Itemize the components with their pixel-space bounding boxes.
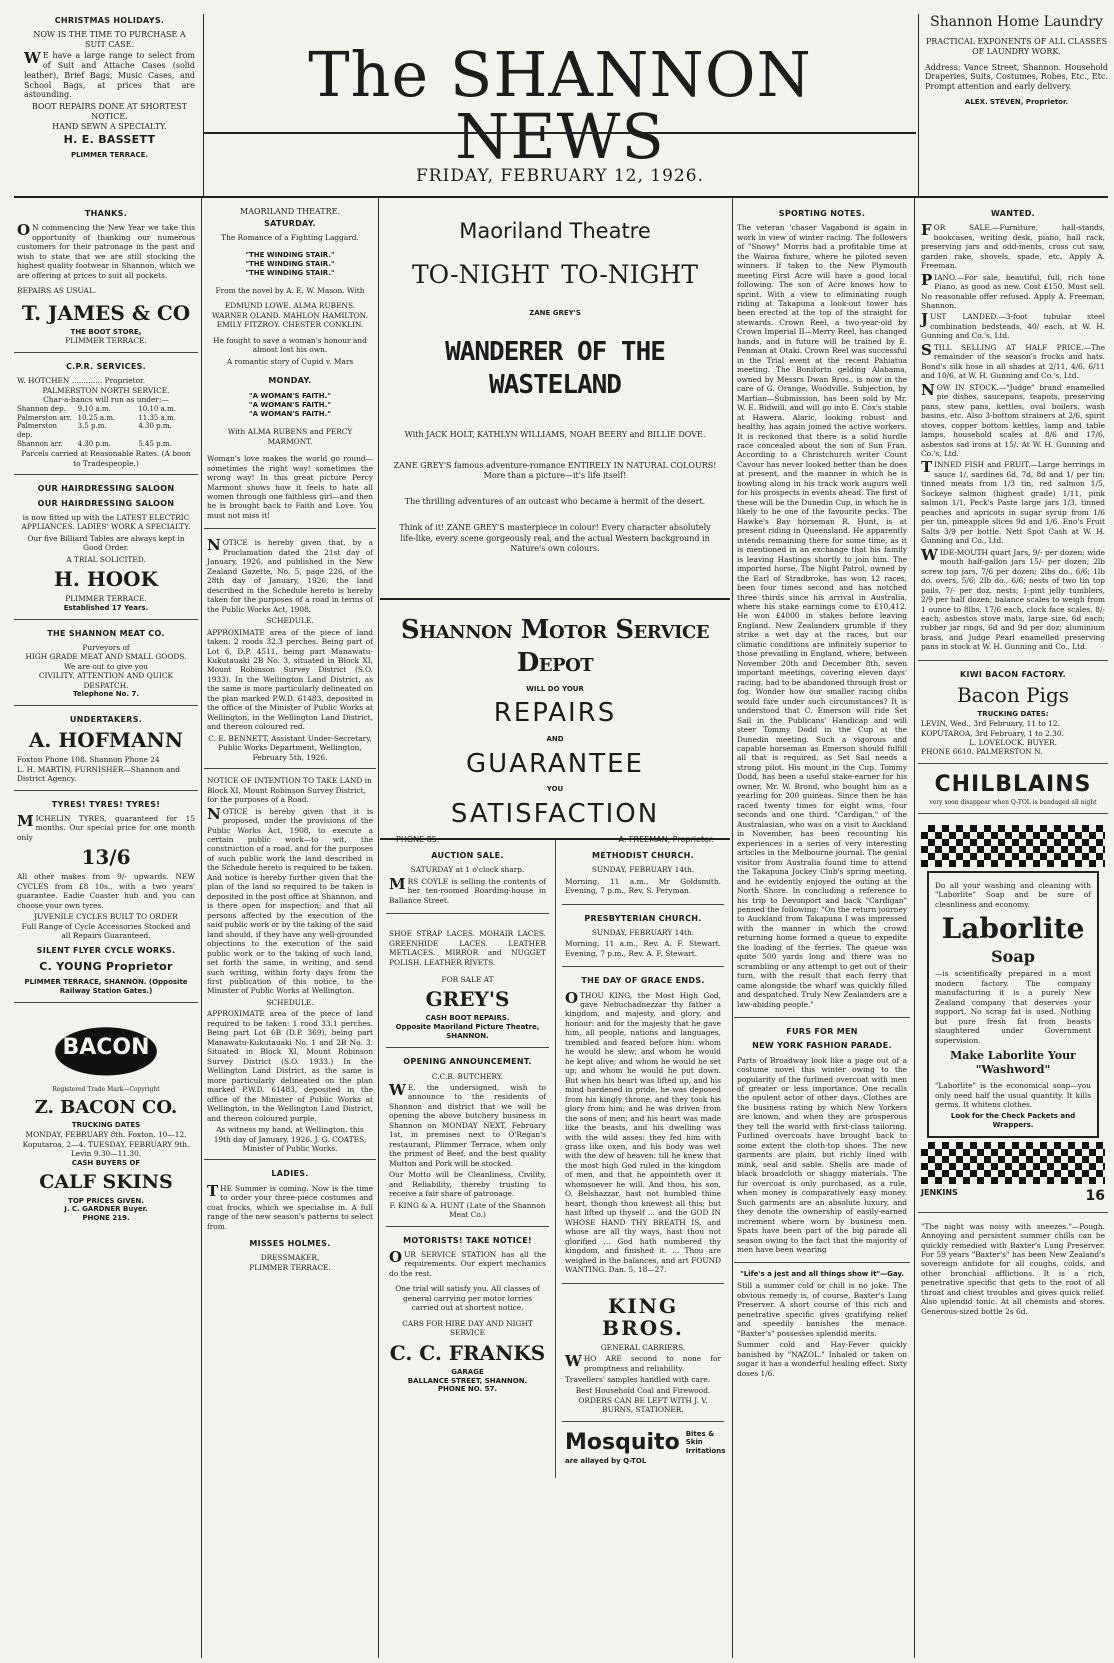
ad-heading: "Life's a jest and all things show it"—Gay. bbox=[740, 1270, 904, 1279]
timetable-cell: 4.30 p.m. bbox=[138, 422, 172, 431]
ad-line: Purveyors of bbox=[82, 642, 130, 652]
ad-body: WE, the undersigned, wish to announce to the residents of Shannon and district that we will be opening the above butchery business in Shannon on MONDAY NEXT, February 1st, in premises next to O'Regan's restaurant, Plimmer Terrace, when only the primest of Beef, and the best quality Mutton and Pork will be stocked. bbox=[389, 1081, 546, 1168]
ad-line: SATURDAY at 1 o'clock sharp. bbox=[410, 865, 525, 875]
section-heading: WANTED. bbox=[990, 209, 1036, 218]
notice-signature: C. E. BENNETT, Assistant Under-Secretary. Public Works Department, Wellington, February 5th, 1926. bbox=[208, 733, 372, 762]
tyres-ad bbox=[14, 793, 198, 1003]
ad-line: REPAIRS AS USUAL. bbox=[17, 286, 97, 296]
ad-heading: OUR HAIRDRESSING SALOON bbox=[37, 484, 175, 494]
ad-line: J. C. GARDNER Buyer. bbox=[64, 1205, 148, 1214]
ad-line: A TRIAL SOLICITED. bbox=[66, 554, 146, 564]
ad-line: are allayed by Q-TOL bbox=[565, 1457, 647, 1466]
cast-list: EDMUND LOWE. ALMA RUBENS. WARNER OLAND. MAHLON HAMILTON. EMILY FITZROY. CHESTER CONKLIN. bbox=[211, 301, 369, 330]
film-title: "A WOMAN'S FAITH." bbox=[249, 410, 331, 419]
ad-phone: PHONE 219. bbox=[82, 1214, 130, 1223]
ad-body: OUR SERVICE STATION has all the requirements. Our expert mechanics do the rest. bbox=[389, 1247, 546, 1278]
notice-body: APPROXIMATE area of the piece of land taken: 2 roods 32.3 perches. Being part of Lot 6, D.P. 4511, being part Manawatu-Kukutauaki 2B No. 3, situated in Block XI, Mount Robinson Survey District (S.O. 1933). In the Wellington Land District, as the same is more particularly delineated on the plan marked P.W.D. 61483, deposited in the office of the Minister of Public Works at Wellington, in the Wellington Land District, and thereon coloured red. bbox=[207, 627, 373, 732]
ad-proprietor: ALEX. STEVEN, Proprietor. bbox=[964, 97, 1069, 106]
ad-body: Do all your washing and cleaning with "Laborlite" Soap and be sure of cleanliness and economy. bbox=[935, 880, 1091, 909]
ad-line: ORDERS CAN BE LEFT WITH J. V. BURNS, STATIONER. bbox=[578, 1395, 708, 1415]
ad-address: Opposite Maoriland Picture Theatre, SHANNON. bbox=[395, 1023, 540, 1041]
ad-big-line: Bacon Pigs bbox=[956, 683, 1070, 708]
ad-line: GARAGE bbox=[451, 1367, 484, 1376]
presbyterian-notice bbox=[562, 907, 724, 968]
ad-line: Bites & Skin Irritations bbox=[685, 1429, 726, 1456]
author-line: ZANE GREY'S bbox=[529, 308, 581, 317]
timetable-cell: 3.5 p.m. bbox=[77, 422, 107, 431]
laborlite-ad bbox=[918, 816, 1108, 1213]
column-4 bbox=[734, 202, 910, 1657]
notice-body: APPROXIMATE area of the piece of land required to be taken: 1 rood 33.1 perches. Being part Lot 6B (D.P. 369), being part Manawatu-Kukutauaki No. 1 and 2B No. 3. Situated in Block XI, Mount Robinson Survey District (S.O. 1933.) In the Wellington Land District, as the same is more particularly delineated on the plan marked P.W.D. 61483, deposited in the office of the Minister of Public Works at Wellington, in the Wellington Land District, and thereon coloured purple. bbox=[207, 1009, 373, 1123]
baxter-sneeze-ad bbox=[918, 1215, 1108, 1325]
ad-line: CIVILITY, ATTENTION AND QUICK DESPATCH. bbox=[38, 671, 174, 690]
film-title: "THE WINDING STAIR." bbox=[245, 250, 335, 259]
ad-line: Best Household Coal and Firewood. bbox=[575, 1386, 711, 1396]
baxter-ad bbox=[734, 1265, 910, 1386]
ladies-ad bbox=[204, 1162, 376, 1278]
film-title: WANDERER OF THE WASTELAND bbox=[445, 336, 665, 401]
split-section bbox=[380, 840, 730, 1478]
ad-line: From the novel by A. E. W. Mason. With bbox=[215, 285, 365, 295]
ad-heading: MOTORISTS! TAKE NOTICE! bbox=[403, 1235, 532, 1245]
notice-body: NOTICE is hereby given that it is proposed, under the provisions of the Public Works Act, 1908, to execute a certain public work—to wit, the construction of a road, and for the purposes of such public work the land described in the Schedule hereto is required to be taken. And notice is hereby further given that the plan of the land so required to be taken is deposited in the post office at Shannon, and is there open for inspection; and that all persons affected by the execution of the said public work or by the taking of the said land should, if they have any well-grounded objections to the execution of the said public work or to the taking of such land, set forth the same, in writing, and send such writing, within forty days from the first publication of this notice, to the Minister of Public Works at Wellington. bbox=[207, 804, 373, 996]
ad-line: NOW IS THE TIME TO PURCHASE A SUIT CASE. bbox=[33, 29, 186, 49]
article-body: Parts of Broadway look like a page out of a costume novel this winter owing to the popularity of the furlined overcoat with men of greater or less importance. One recalls the opulent actor of other days. Clothes are the business rating by which New Yorkers are known, and when they are prosperous they tell the world with first-class tailoring. Furlined overcoats have brought back to some extent the cloth-top shoes. The new garments are plain, but richly lined with mink, seal and sable. Shells are made of black broadcloth or shaggy materials. The fur overcoat is only purchased, as a rule, when money is comparatively easy money. Such garments are an absolute luxury, and they denote the ownership of easily-earned increment where worn by business men. Spats have been part of the big parade all season owing to the fact that the majority of men have been wearing bbox=[737, 1055, 907, 1254]
ad-body: Address: Vance Street, Shannon. Household Draperies, Suits, Costumes, Robes, Etc., Etc. Prompt attention and early delivery. bbox=[925, 62, 1108, 92]
ad-heading: LADIES. bbox=[271, 1169, 309, 1179]
ad-line: LEVIN, Wed., 3rd February, 11 to 12. KOPUTAROA, 3rd February, 1 to 2.30. bbox=[921, 719, 1064, 738]
ad-big-line: SATISFACTION bbox=[450, 798, 660, 829]
thanks-ad bbox=[14, 202, 198, 353]
ad-body: ON commencing the New Year we take this opportunity of thanking our numerous customers for their patronage in the past and wish to state that we are still stocking the highest quality footwear in Shannon, which we are offering at prices to suit all pockets. bbox=[17, 221, 195, 280]
ad-line: TRUCKING DATES: bbox=[977, 710, 1049, 719]
ad-body: WHO ARE second to none for promptness and reliability. bbox=[565, 1352, 721, 1373]
ad-heading: OPENING ANNOUNCEMENT. bbox=[403, 1057, 532, 1067]
ad-body: Still a summer cold or chill is no joke. The obvious remedy is, of course, Baxter's Lung Preserver. A short course of this rich and penetrative specific gives gratifying relief and speedily banishes the menace. "Baxter's" possesses splendid merits. bbox=[737, 1281, 907, 1338]
ad-number: 16 bbox=[1085, 1187, 1105, 1204]
ad-body: Summer cold and Hay-Fever quickly banished by "NAZOL." Inhaled or taken on sugar it has a wonderful healing effect. Sixty doses 1/6. bbox=[737, 1340, 907, 1378]
ad-name: Z. BACON CO. bbox=[34, 1096, 178, 1118]
ad-body: "Laborlite" is the economical soap—you only need half the usual quantity. It kills germs. It whitens clothes. bbox=[935, 1081, 1091, 1110]
timetable-cell: Palmerston dep. bbox=[17, 422, 58, 440]
chilblains-ad bbox=[918, 766, 1108, 814]
ad-line: JUVENILE CYCLES BUILT TO ORDER bbox=[34, 912, 178, 922]
ad-line: YOU bbox=[546, 784, 564, 793]
ad-heading: KIWI BACON FACTORY. bbox=[959, 669, 1066, 679]
column-rule bbox=[378, 198, 379, 1658]
tonight-label: TO-NIGHT bbox=[412, 259, 549, 289]
hairdressing-ad bbox=[14, 477, 198, 619]
right-subcolumn bbox=[555, 840, 730, 1478]
ad-address: PLIMMER TERRACE, SHANNON. (Opposite Railway Station Gates.) bbox=[24, 977, 188, 995]
ad-name: C. YOUNG Proprietor bbox=[39, 959, 173, 973]
sporting-notes bbox=[734, 202, 910, 1018]
ad-footer bbox=[921, 1188, 1105, 1206]
ad-price: 13/6 bbox=[81, 845, 131, 870]
cast-list: With ALMA RUBENS and PERCY MARMONT. bbox=[227, 427, 353, 446]
ad-title: Maoriland Theatre bbox=[459, 219, 651, 243]
ad-subtitle: Soap bbox=[991, 946, 1035, 966]
auction-ad bbox=[386, 844, 549, 914]
advertiser-name: JENKINS bbox=[921, 1187, 958, 1197]
motor-service-ad bbox=[380, 600, 730, 845]
ad-line: A romantic story of Cupid v. Mars bbox=[226, 356, 354, 366]
ad-line: C.C.B. BUTCHERY. bbox=[431, 1071, 504, 1081]
ad-line: BOOT REPAIRS DONE AT SHORTEST NOTICE. bbox=[32, 102, 187, 121]
ad-line: The Romance of a Fighting Laggard. bbox=[221, 233, 359, 243]
ad-name: MISSES HOLMES. bbox=[249, 1239, 331, 1249]
timetable-cell: 5.45 p.m. bbox=[138, 440, 172, 449]
ad-body: Woman's love makes the world go round—sometimes the right way! sometimes the wrong way! In this great picture Percy Marmont shows how it feels to hate all women through one faithless girl—and then he is brought back to Faith and Love. You must not miss it! bbox=[207, 454, 373, 520]
ad-big-line: REPAIRS bbox=[493, 698, 617, 729]
ad-address: PLIMMER TERRACE. bbox=[70, 150, 149, 159]
ad-slogan: Make Laborlite Your "Washword" bbox=[950, 1049, 1076, 1077]
furs-article bbox=[734, 1020, 910, 1263]
kiwi-bacon-ad bbox=[918, 663, 1108, 764]
ad-heading: THE SHANNON MEAT CO. bbox=[47, 628, 165, 638]
ad-big-line: GUARANTEE bbox=[466, 748, 644, 779]
ad-heading: TYRES! TYRES! TYRES! bbox=[51, 799, 161, 809]
meat-co-ad bbox=[14, 622, 198, 707]
classified-item: JUST LANDED.—3-foot tubular steel combination bedsteads, 40/ each, at W. H. Gunning and Co.'s, Ltd. bbox=[921, 310, 1105, 341]
ad-line: MONDAY, FEBRUARY 8th. Foxton, 10—12. Koputaroa, 2—4. TUESDAY, FEBRUARY 9th. Levin 9.30—11.30. bbox=[22, 1130, 190, 1159]
ad-line: PRACTICAL EXPONENTS OF ALL CLASSES OF LAUNDRY WORK. bbox=[925, 37, 1108, 56]
notice-heading: SCHEDULE. bbox=[266, 616, 314, 626]
timetable-cell: 9.10 a.m. bbox=[77, 404, 111, 413]
timetable-cell: Palmerston arr. bbox=[17, 413, 72, 422]
ad-body: All other makes from 9/- upwards. NEW CYCLES from £8 10s., with a two years' guarantee. Eadie Coaster hub and you can choose your own tyres. bbox=[17, 872, 195, 910]
ad-body: THE Summer is coming. Now is the time to order your three-piece costumes and coat frocks, which we specialise in. A full range of the new season's patterns to select from. bbox=[207, 1181, 373, 1231]
film-title: "THE WINDING STAIR." bbox=[245, 268, 335, 277]
film-title: "THE WINDING STAIR." bbox=[245, 259, 335, 268]
butchery-ad bbox=[386, 1050, 549, 1226]
ad-body: He fought to save a woman's honour and almost lost his own. bbox=[213, 335, 367, 355]
ad-title: Laborlite bbox=[941, 912, 1085, 946]
ad-line: SUNDAY, FEBRUARY 14th. bbox=[591, 927, 695, 937]
tonight-banner bbox=[412, 259, 698, 291]
film-title: "A WOMAN'S FAITH." bbox=[249, 401, 331, 410]
ad-heading: OUR HAIRDRESSING SALOON bbox=[37, 498, 175, 508]
undertakers-ad bbox=[14, 708, 198, 791]
ad-list: SHOE STRAP LACES. MOHAIR LACES. GREENHIDE LACES. LEATHER METLACES. MIRROR and NUGGET POLISH. LEATHER RIVETS. bbox=[389, 929, 546, 967]
ad-name: KING BROS. bbox=[602, 1293, 684, 1340]
divider bbox=[204, 132, 916, 134]
ad-big-line: CALF SKINS bbox=[39, 1170, 173, 1193]
ad-phone: PHONE 6610. PALMERSTON N. bbox=[921, 747, 1043, 757]
ad-body: —is scientifically prepared in a most modern factory. The company manufacturing it is a purely New Zealand company that deserves your support. No scrap fat is used. Nothing but pure fresh fat from beasts slaughtered under Government supervision. bbox=[935, 969, 1091, 1045]
ad-heading: SILENT FLYER CYCLE WORKS. bbox=[36, 945, 176, 955]
timetable-cell: 4.30 p.m. bbox=[77, 440, 112, 449]
ad-line: CASH BUYERS OF bbox=[71, 1158, 141, 1167]
classified-item: WIDE-MOUTH quart Jars, 9/- per dozen; wide mouth half-gallon jars 15/- per dozen; 2lb screw top jars, 7/6 per dozen; 2lbs do., 6/6; 1lb do. overs, 5/6; 2lb do., 6/6; nests of two tin top pails, 7/- per doz. nests; 1-pint jelly tumblers, 2/9 per half dozen; balance scales to weigh from 1 ounce to 8lbs, 17/6 each, clock face scales, 8/- each; asbestos stove mats, large size, 6d each; rubber jar rings, 6d and 9d per doz; aluminium brass, and Judge Pearl enamelled preserving pans in stock at W. H. Gunning and Co., Ltd. bbox=[921, 545, 1105, 652]
ad-name: GREY'S bbox=[425, 987, 510, 1012]
garage-ad bbox=[386, 1229, 549, 1401]
ad-line: TRUCKING DATES bbox=[71, 1121, 141, 1130]
section-subheading: NEW YORK FASHION PARADE. bbox=[752, 1041, 892, 1051]
ad-line: TOP PRICES GIVEN. bbox=[68, 1196, 144, 1205]
ad-heading: UNDERTAKERS. bbox=[69, 715, 143, 725]
maoriland-tonight-ad bbox=[380, 202, 730, 600]
laundry-ad bbox=[918, 14, 1108, 196]
ad-body: WE have a large range to select from of Suit and Attache Cases (solid leather), Brief Bags, Music Cases, and School Bags, at prices that are astounding. bbox=[24, 49, 195, 100]
ad-name: T. JAMES & CO bbox=[21, 300, 191, 325]
column-rule bbox=[914, 198, 915, 1658]
ad-title-row bbox=[565, 1429, 726, 1457]
ad-title: Mosquito bbox=[565, 1429, 680, 1455]
timetable bbox=[17, 405, 195, 450]
logo-text: BACON bbox=[62, 1034, 150, 1060]
ad-line: Char-a-bancs will run as under:— bbox=[43, 395, 169, 405]
methodist-notice bbox=[562, 844, 724, 905]
ad-line: Established 17 Years. bbox=[63, 603, 149, 612]
ad-line: CASH BOOT REPAIRS. bbox=[425, 1014, 510, 1023]
ad-line: Full Range of Cycle Accessories Stocked and all Repairs Guaranteed. bbox=[21, 921, 191, 941]
checker-border bbox=[921, 1142, 1105, 1184]
classified-item: FOR SALE.—Furniture, hall-stands, bookcases, writing desk, piano, hall rack, preserving jars and odd-ments, cross cut saw, garden rake, shovels, spade, etc. Apply A. Freeman. bbox=[921, 221, 1105, 271]
ad-phone: PHONE 85. bbox=[396, 835, 440, 845]
ad-body: is now fitted up with the LATEST ELECTRIC APPLIANCES. LADIES' WORK A SPECIALTY. bbox=[21, 512, 191, 532]
cpr-services-ad bbox=[14, 355, 198, 475]
ad-title: Shannon Motor Service Depot bbox=[400, 615, 710, 679]
ad-line: THE BOOT STORE, bbox=[70, 327, 142, 336]
ad-line: AND bbox=[546, 734, 564, 743]
timetable-cell: 10.25 a.m. bbox=[77, 413, 116, 422]
public-works-notice bbox=[204, 531, 376, 769]
column-5 bbox=[918, 202, 1108, 1657]
checker-border bbox=[921, 825, 1105, 867]
ad-name: H. E. BASSETT bbox=[63, 133, 156, 147]
classified-item: NOW IN STOCK.—"Judge" brand enamelled pie dishes, saucepans, teapots, preserving pans, stew pans, kettles, oval boilers, wash basins, etc. Also 3-bottom strainers at 2/6, spirit stoves, copper bottom kettles, lamp and table lamps, household scales at 8/6 and 17/6, asbestos sad irons at 15/. At W. H. Gunning and Co.'s, Ltd. bbox=[921, 380, 1105, 459]
ad-address: PLIMMER TERRACE. bbox=[65, 336, 147, 346]
greys-ad bbox=[386, 916, 549, 1048]
ad-body: Our Motto will be Cleanliness, Civility, and Reliability, thereby trusting to receive a fair share of patronage. bbox=[389, 1170, 546, 1199]
ad-phone: PHONE NO. 57. bbox=[437, 1385, 498, 1394]
ad-line: Foxton Phone 108. Shannon Phone 24 bbox=[17, 755, 160, 765]
king-bros-ad bbox=[562, 1286, 724, 1422]
cast-list: With JACK HOLT, KATHLYN WILLIAMS, NOAH BEERY and BILLIE DOVE. bbox=[404, 430, 706, 440]
ad-line: HIGH GRADE MEAT AND SMALL GOODS. bbox=[25, 652, 187, 662]
classified-item: PIANO.—For sale, beautiful, full, rich tone Piano, as good as new. Cost £150. Must sell. No reasonable offer refused. Apply A. Freeman, Shannon. bbox=[921, 270, 1105, 310]
tonight-label: TO-NIGHT bbox=[561, 259, 698, 289]
ad-line: HAND SEWN A SPECIALTY. bbox=[52, 121, 167, 131]
ad-address: BALLANCE STREET, SHANNON. bbox=[407, 1376, 528, 1385]
classified-item: STILL SELLING AT HALF PRICE.—The remainder of the season's frocks and hats. Bond's silk hose in all shades at 2/11, 4/6, 6/11 and 10/6, at W. H. Gunning and Co.'s, Ltd. bbox=[921, 340, 1105, 381]
timetable-cell: 10.10 a.m. bbox=[138, 404, 176, 413]
timetable-cell: 11.35 a.m. bbox=[138, 413, 176, 422]
ad-body: Morning, 11 a.m., Mr Goldsmith. Evening, 7 p.m., Rev. S. Peryman. bbox=[565, 876, 721, 896]
ad-heading: AUCTION SALE. bbox=[431, 851, 504, 860]
ad-name: A. HOFMANN bbox=[28, 728, 184, 753]
ad-body: One trial will satisfy you. All classes of general carrying per motor lorries carried out at shortest notice. bbox=[395, 1284, 540, 1313]
ad-line: PALMERSTON NORTH SERVICE. bbox=[42, 385, 170, 395]
intention-notice bbox=[204, 771, 376, 1160]
ad-title: CHILBLAINS bbox=[934, 771, 1092, 797]
ad-body: OTHOU KING, the Most High God, gave Nebuchadnezzar thy father a kingdom, and majesty, and glory, and honour: and for the majesty that he gave him, all people, nations and languages, trembled and feared before him: whom he would he slew; and whom he would he kept alive; and whom he would he set up; and whom he would he put down. But when his heart was lifted up, and his mind hardened in pride, he was deposed from his kingly throne, and they took his glory from him; and he was driven from the sons of men; and his heart was made like the beasts, and his dwelling was with the wild asses: they fed him with grass like oxen, and his body was wet with the dew of heaven: till he knew that the most high God ruled in the kingdom of men, and that he appointeth over it whomsoever he will. And thou, his son, O, Belshazzar, hast not humbled thine heart, though thou knewest all this; but hast lifted up thyself ... and the GOD IN WHOSE HAND THY BREATH IS, and whose are all thy ways, hast thou not glorified ... God hath numbered thy kingdom, and finished it. ... Thou are weighed in the balances, and art FOUND WANTING. Dan. 5, 18—27. bbox=[565, 988, 721, 1275]
ad-line: very soon disappear when Q-TOL is bandaged all night bbox=[929, 799, 1097, 807]
ad-body: MRS COYLE is selling the contents of her ten-roomed Boarding-house in Ballance Street. bbox=[389, 874, 546, 905]
film-title: "A WOMAN'S FAITH." bbox=[249, 392, 331, 401]
ad-body: Think of it! ZANE GREY'S masterpiece in colour! Every character absolutely life-like, every scene gorgeously real, and the actual Western background in Nature's own colours. bbox=[399, 523, 711, 553]
ad-heading: THANKS. bbox=[84, 209, 128, 218]
ad-body: Our five Billiard Tables are always kept in Good Order. bbox=[27, 533, 185, 553]
scripture-notice bbox=[562, 969, 724, 1283]
ad-name: C. C. FRANKS bbox=[389, 1340, 546, 1365]
ad-title: Shannon Home Laundry bbox=[930, 14, 1103, 30]
ad-body: Morning, 11 a.m., Rev. A. F. Stewart. Evening, 7 p.m., Rev. A. F. Stewart. bbox=[565, 939, 721, 958]
ad-heading: THE DAY OF GRACE ENDS. bbox=[581, 976, 705, 986]
ad-heading: PRESBYTERIAN CHURCH. bbox=[584, 913, 702, 923]
section-heading: SPORTING NOTES. bbox=[778, 209, 866, 218]
ad-body: ZANE GREY'S famous adventure-romance ENTIRELY IN NATURAL COLOURS! More than a picture—it's life itself! bbox=[393, 460, 717, 480]
ad-heading: SATURDAY. bbox=[264, 219, 316, 229]
pig-logo-illustration bbox=[27, 1014, 185, 1082]
ad-line: Parcels carried at Reasonable Rates. (A boon to Tradespeople.) bbox=[21, 449, 191, 468]
ad-line: L. LOVELOCK. BUYER. bbox=[969, 737, 1057, 747]
column-1 bbox=[14, 202, 198, 1657]
maoriland-programme bbox=[204, 202, 376, 529]
ad-body: "The night was noisy with sneezes."—Pough. Annoying and persistent summer chills can be quickly remedied with Baxter's Lung Preserver. For 59 years "Baxter's" has been New Zealand's sovereign antidote for all coughs, colds, and other bronchial afflictions. It is a rich, penetrative specific that gets to the root of all throat and chest troubles and gives quick relief. Also splendid tonic. At all chemists and stores. Generous-sized bottle 2s 6d. bbox=[921, 1221, 1105, 1316]
ad-line: Registered Trade Mark—Copyright bbox=[52, 1085, 160, 1093]
ad-line: We are out to give you bbox=[63, 661, 149, 671]
ad-body: The thrilling adventures of an outcast who became a hermit of the desert. bbox=[404, 497, 706, 507]
notice-body: NOTICE is hereby given that, by a Proclamation dated the 21st day of January, 1926, and published in the New Zealand Gazette, No. 5, page 226, of the 28th day of January, 1926, the land described in the Schedule hereto is hereby taken for the purposes of a road in terms of the Public Works Act, 1908. bbox=[207, 536, 373, 614]
ad-line: SUNDAY, FEBRUARY 14th. bbox=[591, 865, 695, 875]
timetable-cell: Shannon arr. bbox=[17, 440, 63, 449]
ad-address: PLIMMER TERRACE. bbox=[65, 594, 147, 604]
column-rule bbox=[732, 198, 733, 1658]
section-heading: FURS FOR MEN bbox=[786, 1027, 858, 1037]
ad-signature: F. KING & A. HUNT (Late of the Shannon Meat Co.) bbox=[389, 1200, 546, 1220]
ad-line: Look for the Check Packets and Wrappers. bbox=[950, 1111, 1076, 1129]
article-body: The veteran 'chaser Vagabond is again in work in view of winter racing. The followers of "Snowy" Morris had a profitable time at the Wairoa fixture, where he piloted seven winners. If taken to the New Plymouth meeting First Acre will have a good local following. The son of Acre knows how to sprint. With a view to eliminating rough riding at Takapuna a look-out tower has been erected at the top of the straight for stewards. Crown Reel, a two-year-old by Crown Imperial II—Merry Reel, has changed hands, and in future will be trained by E. Penman at Otaki. Crown Reel was successful in the Trial event at the recent Pahiatua meeting. The Bonifortn gelding Alabama, owned by Messrs Dwan Bros., is now in the care of G. Orange, Woodville. Subjection, by Martian—Submission, has been sold by Mr. W. E. Bidwill, and will go into E. Cox's stable at Hawera. Alaric, looking robust and healthy, has again joined the active workers. It is reckoned that there is a solid hurdle race concealed about the son of Sun Fran. According to a Christchurch writer Count Cavour has never looked better than he does at present, and the manner in which he is bowling along in his track work augurs well for his prospects in events ahead. The first of these will be the Dunedin Cup, in which he is likely to be one of the favourite pecks. The Hawke's Bay horseman R. Hunt, is at present riding in Queensland. He apparently intends remaining there for some time, as it is mentioned in an exchange that his family is leaving Hastings shortly to join him. The imported horse, The Night Patrol, owned by the Earl of Stradbroke, has won 12 races, been four times second and has notched three thirds since his arrival in Australia, where his stake earnings come to £10,412. He won £4000 in stakes before leaving England. New Zealanders grumble if they strike a wet day at the races, but our climatic conditions are infinitely superior to those prevailing in England, where, between November 20th and December 8th, seven important meetings, covering eleven days' racing, had to be abandoned through frost or fog. Wonder how our smaller racing clubs would fare under such circumstances? It is understood that C. Emerson will ride Set Sail in the Publicans' Handicap and will steer Tommy Dodd in the Cup at the Dunedin meeting. Such a vigorous and capable horseman as Emerson should fulfill all that is required, as Set Sail needs a strong pilot. His mount in the Cup, Tommy Dodd, has been a useful stake-earner for his owner, Mr. W. Brond, who bought him as a yearling for 200 guineas. Since then he has raced twenty times for eight wins, four seconds and one third. "Cardigan," of the Australasian, who was on a visit to Auckland in November, has been recounting his experiences in a series of very interesting articles in the Melbourne journal. The genial visitor from Australia found time to attend the Takapuna Jockey Club's spring meeting, and he evidently enjoyed the outing at the North Shore. In concluding a reference to his trip to Devonport and back "Cardigan" penned the following: "On the return journey to Auckland from Takapuna I was impressed with the manner in which the crowd returning home formed a queue to expedite the loading of the ferries. The queue was quite 500 yards long and there was no scrambling or any attempt to get out of their turn, with the result that each ferry that came alongside the wharf was quickly filled and despatched. Truly New Zealanders are a law-abiding people." bbox=[737, 223, 908, 1009]
ad-line: FOR SALE AT bbox=[441, 974, 494, 984]
divider bbox=[14, 196, 1108, 198]
ad-line: CARS FOR HIRE DAY AND NIGHT SERVICE bbox=[402, 1318, 533, 1338]
bacon-co-ad bbox=[14, 1005, 198, 1230]
classified-item: TINNED FISH and FRUIT.—Large herrings in sauce 1/, sardines 6d, 7d, 8d and 1/ per tin; tinned meats from 1/3 tin, red salmon 1/5, Sockeye salmon (highest grade) 1/11, pink salmon 1/1, Peck's Paste large jars 1/3, tinned peaches and apricots in sugar syrup from 1/6 per tin, pineapple slices 9d and 1/6. Eno's Fruit Salts 3/9 per bottle. Nett Spot Cash at W. H. Gunning and Co., Ltd. bbox=[921, 458, 1105, 546]
column-2 bbox=[204, 202, 376, 1657]
ad-line: DRESSMAKER, bbox=[260, 1253, 320, 1263]
laborlite-panel bbox=[927, 871, 1099, 1138]
dateline: FRIDAY, FEBRUARY 12, 1926. bbox=[416, 166, 704, 186]
ad-heading: C.P.R. SERVICES. bbox=[66, 361, 146, 371]
newspaper-title: The SHANNON NEWS bbox=[308, 38, 812, 173]
ad-body: Travellers' samples handled with care. bbox=[565, 1374, 711, 1384]
left-subcolumn bbox=[380, 840, 555, 1478]
ad-name: H. HOOK bbox=[54, 567, 158, 592]
column-rule bbox=[201, 198, 202, 1658]
notice-signature: As witness my hand, at Wellington, this 19th day of January, 1926. J. G. COATES, Minister of Public Works. bbox=[213, 1125, 367, 1153]
column-3 bbox=[380, 202, 730, 1657]
ad-proprietor: A. FREEMAN, Proprietor. bbox=[618, 835, 714, 845]
ad-phone: Telephone No. 7. bbox=[72, 690, 139, 699]
ad-line: L. H. MARTIN, FURNISHER—Shannon and District Agency. bbox=[17, 764, 181, 784]
ad-heading: MAORILAND THEATRE. bbox=[240, 207, 340, 216]
ad-heading: CHRISTMAS HOLIDAYS. bbox=[54, 16, 165, 25]
ad-body: MICHELIN TYRES, guaranteed for 15 months. Our special price for one month only bbox=[17, 811, 195, 842]
ad-address: PLIMMER TERRACE. bbox=[249, 1262, 331, 1272]
ad-line: W. HOTCHEN ............. Proprietor. bbox=[17, 376, 146, 386]
ad-heading: METHODIST CHURCH. bbox=[592, 851, 694, 860]
ad-line: GENERAL CARRIERS. bbox=[600, 1342, 686, 1352]
classifieds bbox=[918, 202, 1108, 661]
suitcase-ad bbox=[24, 14, 204, 196]
notice-heading: NOTICE OF INTENTION TO TAKE LAND in Block XI, Mount Robinson Survey District, for the purposes of a Road. bbox=[207, 776, 372, 805]
ad-line: WILL DO YOUR bbox=[526, 684, 584, 693]
timetable-cell: Shannon dep. bbox=[17, 404, 66, 413]
ad-heading: MONDAY. bbox=[268, 376, 312, 386]
mosquito-ad bbox=[562, 1424, 724, 1472]
notice-heading: SCHEDULE. bbox=[266, 997, 314, 1007]
